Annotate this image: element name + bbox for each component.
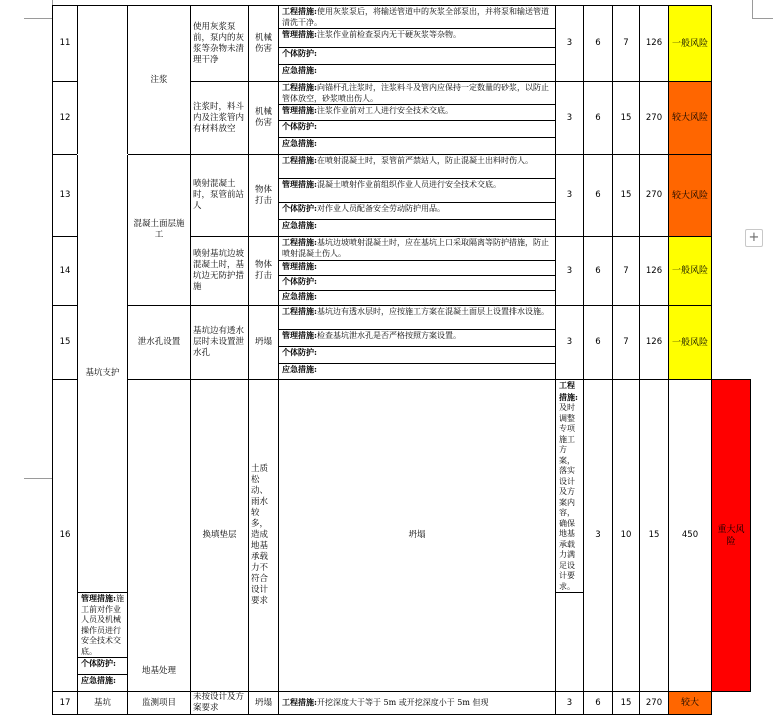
- harm-cell: 机械伤害: [249, 6, 279, 82]
- engineering-measure: 工程措施:在喷射混凝土时，泵管前严禁站人，防止混凝土出料时伤人。: [279, 155, 556, 179]
- engineering-measure: 工程措施:向锚杆孔注浆时，注浆料斗及管内应保持一定数量的砂浆，以防止管体放空，砂浆喷出伤人。: [279, 82, 556, 105]
- c-value: 15: [640, 380, 669, 692]
- ppe-measure: 个体防护:: [279, 48, 556, 65]
- risk-level: 一般风险: [669, 306, 712, 380]
- management-measure: 管理措施:注浆作业前对工人进行安全技术交底。: [279, 105, 556, 121]
- engineering-measure: 工程措施:基坑边坡喷射混凝土时，应在基坑上口采取隔离等防护措施，防止喷射混凝土伤人。: [279, 237, 556, 261]
- l-value: 3: [556, 692, 584, 715]
- d-value: 270: [640, 82, 669, 155]
- engineering-measure: 工程措施:开挖深度大于等于 5m 或开挖深度小于 5m 但现: [279, 692, 556, 715]
- emergency-measure: 应急措施:: [279, 65, 556, 82]
- emergency-measure: 应急措施:: [279, 291, 556, 306]
- harm-cell: 坍塌: [249, 692, 279, 715]
- e-value: 6: [584, 692, 613, 715]
- row-number: 14: [53, 237, 78, 306]
- row-number: 11: [53, 6, 78, 82]
- emergency-measure: 应急措施:: [78, 675, 128, 692]
- emergency-measure: 应急措施:: [279, 364, 556, 380]
- d-value: 450: [669, 380, 712, 692]
- d-value: 270: [640, 155, 669, 237]
- l-value: 3: [556, 237, 584, 306]
- emergency-measure: 应急措施:: [279, 138, 556, 155]
- e-value: 6: [584, 6, 613, 82]
- process-cell: 换填垫层: [191, 380, 249, 692]
- harm-cell: 物体打击: [249, 155, 279, 237]
- row-number: 15: [53, 306, 78, 380]
- c-value: 7: [613, 306, 640, 380]
- management-measure: 管理措施:施工前对作业人员及机械操作员进行安全技术交底。: [78, 593, 128, 658]
- risk-level: 一般风险: [669, 6, 712, 82]
- d-value: 126: [640, 237, 669, 306]
- row-number: 12: [53, 82, 78, 155]
- management-measure: 管理措施:注浆作业前检查泵内无干硬灰浆等杂物。: [279, 29, 556, 48]
- engineering-measure: 工程措施:及时调整专项施工方案，落实设计及方案内容，确保地基承载力满足设计要求。: [556, 380, 584, 593]
- hazard-cell: 喷射混凝土时，泵管前站人: [191, 155, 249, 237]
- hazard-cell: 土质松动、雨水较多，造成地基承载力不符合设计要求: [249, 380, 279, 692]
- hazard-cell: 喷射基坑边坡混凝土时，基坑边无防护措施: [191, 237, 249, 306]
- page-corner-mark: [24, 478, 53, 499]
- emergency-measure: 应急措施:: [279, 220, 556, 237]
- c-value: 7: [613, 237, 640, 306]
- ppe-measure: 个体防护:: [78, 658, 128, 675]
- risk-table: [52, 5, 751, 715]
- l-value: 3: [556, 6, 584, 82]
- engineering-measure: 工程措施:基坑边有透水层时，应按施工方案在混凝土面层上设置排水设施。: [279, 306, 556, 330]
- ppe-measure: 个体防护:: [279, 121, 556, 138]
- risk-level: 较大风险: [669, 82, 712, 155]
- risk-level: 较大: [669, 692, 712, 715]
- c-value: 7: [613, 6, 640, 82]
- d-value: 126: [640, 6, 669, 82]
- process-cell: 泄水孔设置: [128, 306, 191, 380]
- hazard-cell: 使用灰浆泵前，泵内的灰浆等杂物未清理干净: [191, 6, 249, 82]
- ppe-measure: 个体防护:对作业人员配备安全劳动防护用品。: [279, 203, 556, 220]
- process-cell: 监测项目: [128, 692, 191, 715]
- harm-cell: 坍塌: [249, 306, 279, 380]
- c-value: 15: [613, 692, 640, 715]
- risk-level: 较大风险: [669, 155, 712, 237]
- hazard-cell: 基坑边有透水层时未设置泄水孔: [191, 306, 249, 380]
- e-value: 10: [613, 380, 640, 692]
- category-cell: 基坑: [78, 692, 128, 715]
- row-number: 17: [53, 692, 78, 715]
- l-value: 3: [556, 82, 584, 155]
- category-cell: 基坑支护: [78, 155, 128, 593]
- e-value: 6: [584, 155, 613, 237]
- process-cell: 混凝土面层施工: [128, 155, 191, 306]
- management-measure: 管理措施:: [279, 261, 556, 276]
- e-value: 6: [584, 306, 613, 380]
- harm-cell: 坍塌: [279, 380, 556, 692]
- management-measure: 管理措施:混凝土喷射作业前组织作业人员进行安全技术交底。: [279, 179, 556, 203]
- hazard-cell: 未按设计及方案要求: [191, 692, 249, 715]
- l-value: 3: [556, 155, 584, 237]
- hazard-cell: 注浆时，料斗内及注浆管内有材料放空: [191, 82, 249, 155]
- row-number: 13: [53, 155, 78, 237]
- process-cell: 注浆: [128, 6, 191, 155]
- l-value: 3: [584, 380, 613, 692]
- page-corner-mark: [752, 0, 773, 19]
- d-value: 270: [640, 692, 669, 715]
- e-value: 6: [584, 82, 613, 155]
- row-number: 16: [53, 380, 78, 692]
- category-cell: 地基处理: [128, 380, 191, 692]
- l-value: 3: [556, 306, 584, 380]
- ppe-measure: 个体防护:: [279, 347, 556, 364]
- e-value: 6: [584, 237, 613, 306]
- engineering-measure: 工程措施:使用灰浆泵后，将输送管道中的灰浆全部泵出，并将泵和输送管道清洗干净。: [279, 6, 556, 29]
- c-value: 15: [613, 82, 640, 155]
- management-measure: 管理措施:检查基坑泄水孔是否严格按照方案设置。: [279, 330, 556, 347]
- risk-level: 重大风险: [712, 380, 751, 692]
- risk-level: 一般风险: [669, 237, 712, 306]
- d-value: 126: [640, 306, 669, 380]
- ppe-measure: 个体防护:: [279, 276, 556, 291]
- harm-cell: 物体打击: [249, 237, 279, 306]
- add-button[interactable]: [745, 229, 763, 247]
- plus-icon: +: [748, 230, 760, 245]
- c-value: 15: [613, 155, 640, 237]
- page-corner-mark: [24, 0, 53, 19]
- harm-cell: 机械伤害: [249, 82, 279, 155]
